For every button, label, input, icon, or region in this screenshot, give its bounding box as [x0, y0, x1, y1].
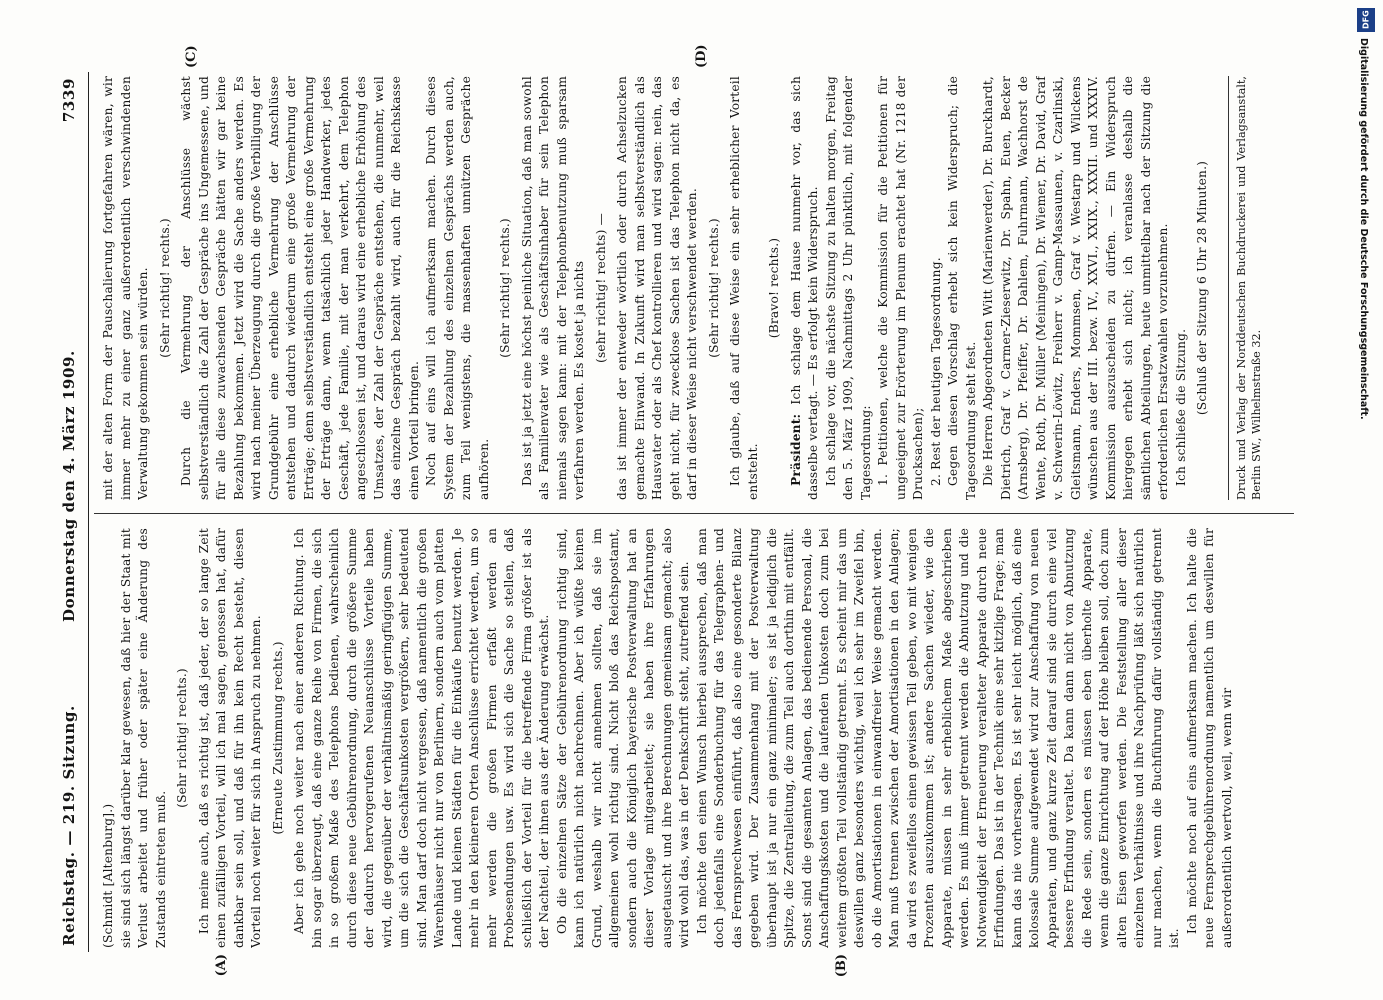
margin-mark-b: (B)	[834, 954, 849, 978]
paragraph: mit der alten Form der Pauschalierung fortgefahren wären, wir immer mehr zu einer ganz außerordentlich verschwindenden Verwaltung gekommen sein würden.	[101, 76, 150, 500]
dfg-logo: DFG	[1357, 8, 1375, 32]
paragraph: Ich schließe die Sitzung.	[1173, 328, 1188, 486]
margin-mark-c: (C)	[184, 45, 199, 68]
president-label: Präsident:	[788, 413, 803, 486]
paragraph: Ich schlage vor, die nächste Sitzung zu halten morgen, Freitag den 5. März 1909, Nachmittags 2 Uhr pünktlich, mit folgender Tagesordnung:	[823, 76, 873, 500]
digitization-stamp	[1356, 4, 1378, 994]
rotated-content	[54, 44, 1336, 978]
interjection: (Sehr richtig! rechts.)	[706, 218, 721, 358]
paragraph: Das ist ja jetzt eine höchst peinliche Situation, daß man sowohl als Familienvater wie als Geschäftsinhaber für sein Telephon niemals sagen kann: mit der Telephonbenutzung muß sparsam verfahren werden. Es kostet ja nichts	[519, 76, 586, 500]
page-header	[54, 72, 89, 952]
paragraph: Die Herren Abgeordneten Witt (Marienwerder), Dr. Burckhardt, Dietrich, Graf v. Carmer-Zieserwitz, Dr. Spahn, Euen, Becker (Arnsberg), Dr. Pfeiffer, Dr. Dahlem, Fuhrmann, Wachhorst de Wente, Roth, Dr. Müller (Meiningen), Dr. Wiemer, Dr. David, Graf v. Schwerin-Löwitz, Freiherr v. Gamp-Massaunen, v. Czarlinski, Gleitsmann, Enders, Mommsen, Graf v. Westarp und Wilckens wünschen aus der III. bezw. IV., XXVI., XXIX., XXXII. und XXXIV. Kommission auszuscheiden zu dürfen. — Ein Widerspruch hiergegen erhebt sich nicht; ich veranlasse deshalb die sämtlichen Abteilungen, heute unmittelbar nach der Sitzung die erforderlichen Ersatzwahlen vorzunehmen.	[981, 76, 1170, 500]
interjection: (Bravo! rechts.)	[767, 237, 781, 339]
interjection: (Sehr richtig! rechts.)	[157, 218, 172, 358]
interjection: (Sehr richtig! rechts.)	[498, 218, 512, 358]
page-number: 7339	[60, 78, 78, 123]
interjection: (sehr richtig! rechts) —	[593, 212, 608, 364]
paragraph: Noch auf eins will ich aufmerksam machen. Durch dieses System der Bezahlung des einzelnen Gesprächs werden auch, zum Teil wenigstens, die massenhaften unnützen Gespräche aufhören.	[424, 76, 491, 500]
paragraph: sie sind sich längst darüber klar gewesen, daß hier der Staat mit Verlust arbeitet und früher oder später eine Änderung des Zustands eintreten muß.	[118, 528, 168, 948]
agenda-item: 1. Petitionen, welche die Kommission für die Petitionen für ungeeignet zur Erörterung im Plenum erachtet hat (Nr. 1218 der Drucksachen);	[876, 76, 925, 500]
digitization-credit: Digitalisierung gefördert durch die Deutsche Forschungsgemeinschaft.	[1358, 38, 1369, 420]
end-note: (Schluß der Sitzung 6 Uhr 28 Minuten.)	[1195, 160, 1209, 416]
paragraph: Gegen diesen Vorschlag erhebt sich kein Widerspruch; die Tagesordnung steht fest.	[946, 76, 978, 500]
paragraph: Ich glaube, daß auf diese Weise ein sehr erheblicher Vorteil entsteht.	[728, 76, 760, 500]
paragraph: das ist immer der entweder wörtlich oder durch Achselzucken gemachte Einwand. In Zukunft wird man selbstverständlich als Hausvater oder als Chef kontrollieren und wird sagen: nein, das geht nicht, für zwecklose Sachen ist das Telephon nicht da, es darf in dieser Weise nicht verschwendet werden.	[615, 76, 699, 500]
column-right	[100, 76, 1290, 500]
speaker-tag: (Schmidt [Altenburg].)	[101, 803, 115, 948]
agenda-item: 2. Rest der heutigen Tagesordnung.	[928, 257, 943, 486]
president-text: Ich schlage dem Hause nunmehr vor, das sich dasselbe vertagt. — Es erfolgt kein Widerspruch.	[788, 76, 820, 500]
paragraph: Ich möchte noch auf eins aufmerksam machen. Ich halte die neue Fernsprechgebührenordnung namentlich um deswillen für außerordentlich wertvoll, weil, wenn wir	[1184, 528, 1234, 948]
paragraph: Durch die Vermehrung der Anschlüsse wächst selbstverständlich die Zahl der Gespräche ins Ungemessene, und für alle diese zuwachsenden Gespräche hätten wir gar keine Bezahlung bekommen. Jetzt wird die Sache anders werden. Es wird nach meiner Überzeugung durch die große Verbilligung der Grundgebühr eine erhebliche Vermehrung der Anschlüsse entstehen und dadurch wiederum eine große Vermehrung der Erträge; denn selbstverständlich entsteht eine große Vermehrung der Erträge dann, wenn tatsächlich jeder Handwerker, jedes Geschäft, jede Familie, mit der man verkehrt, dem Telephon angeschlossen ist, und daraus wird eine erhebliche Erhöhung des Umsatzes, der Zahl der Gespräche entstehen, die nunmehr, weil das einzelne Gespräch bezahlt wird, auch für die Reichskasse einen Vorteil bringen.	[179, 76, 421, 500]
paragraph: Ob die einzelnen Sätze der Gebührenordnung richtig sind, kann ich natürlich nicht nachrechnen. Aber ich wüßte keinen Grund, weshalb wir nicht annehmen sollten, daß sie im allgemeinen wohl richtig sind. Nicht bloß das Reichspostamt, sondern auch die Königlich bayerische Postverwaltung hat an dieser Vorlage mitgearbeitet; sie haben ihre Erfahrungen ausgetauscht und ihre Berechnungen gemeinsam gemacht; also wird wohl das, was in der Denkschrift steht, zutreffend sein.	[554, 528, 691, 948]
header-left: Reichstag. — 219. Sitzung.	[60, 705, 78, 946]
interjection: (Sehr richtig! rechts.)	[175, 668, 189, 808]
president-paragraph	[788, 76, 823, 500]
footer-rule	[1228, 76, 1229, 500]
column-divider	[94, 513, 1294, 514]
paragraph: Ich möchte den einen Wunsch hierbei aussprechen, daß man doch jedenfalls eine Sonderbuchung für das Telegraphen- und das Fernsprechwesen einführt, daß also eine gesonderte Bilanz gegeben wird. Der Zusammenhang mit der Postverwaltung überhaupt ist ja nur ein ganz minimaler; es ist ja lediglich die Spitze, die Zentralleitung, die zum Teil auch dorthin mit entfällt. Sonst sind die gesamten Anlagen, das bedienende Personal, die Anschaffungskosten und die laufenden Unkosten doch zum bei weitem größten Teil vollständig getrennt. Es scheint mir das um deswillen ganz besonders wichtig, weil ich sehr im Zweifel bin, ob die Amortisationen in einwandfreier Weise gemacht werden. Man muß trennen zwischen der Amortisationen in den Anlagen; da wird es zweifellos einen gewissen Teil geben, wo mit wenigen Prozenten auszukommen ist; andere Sachen wieder, wie die Apparate, müssen in sehr erheblichem Maße abgeschrieben werden. Es muß immer getrennt werden die Abnutzung und die Notwendigkeit der Erneuerung veralteter Apparate durch neue Erfindungen. Das ist in der Technik eine sehr kitzlige Frage; man kann das nie vorhersagen. Es ist sehr leicht möglich, daß eine kolossale Summe aufgewendet wird zur Anschaffung von neuen Apparaten, und ganz kurze Zeit darauf sind sie durch eine viel bessere Erfindung veraltet. Da kann dann nicht von Abnutzung die Rede sein, sondern es müssen eben überholte Apparate, wenn die ganze Einrichtung auf der Höhe bleiben soll, doch zum alten Eisen geworfen werden. Die Feststellung aller dieser einzelnen Verhältnisse und ihre Nachprüfung läßt sich natürlich nur machen, wenn die Buchführung dafür vollständig getrennt ist.	[694, 528, 1181, 948]
header-date: Donnerstag den 4. März 1909.	[60, 350, 78, 622]
column-left	[100, 528, 1290, 948]
margin-mark-a: (A)	[214, 954, 229, 977]
paragraph: Ich meine auch, daß es richtig ist, daß jeder, der so lange Zeit einen zufälligen Vorteil, will ich mal sagen, genossen hat, dafür dankbar sein soll, und daß für ihn kein Recht besteht, diesen Vorteil noch weiter für sich in Anspruch zu nehmen.	[196, 528, 263, 948]
margin-mark-d: (D)	[694, 44, 709, 68]
interjection: (Erneute Zustimmung rechts.)	[270, 641, 285, 835]
paragraph: Aber ich gehe noch weiter nach einer anderen Richtung. Ich bin sogar überzeugt, daß eine ganze Reihe von Firmen, die sich in so großem Maße des Telephons bedienen, wahrscheinlich durch diese neue Gebührenordnung, durch die größere Summe der dadurch hervorgerufenen Neuanschlüsse Vorteile haben wird, die gegenüber der verhältnismäßig geringfügigen Summe, um die sich die Geschäftsunkosten vergrößern, sehr bedeutend sind. Man darf doch nicht vergessen, daß namentlich die großen Warenhäuser nicht nur von Berlinern, sondern auch vom platten Lande und kleinen Städten für die Einkäufe benutzt werden. Je mehr in den kleineren Orten Anschlüsse errichtet werden, um so mehr werden die großen Firmen erfaßt werden an Probesendungen usw. Es wird sich die Sache so stellen, daß schließlich der Vorteil für die betreffende Firma größer ist als der Nachteil, der ihnen aus der Änderung erwächst.	[292, 528, 551, 948]
imprint: Druck und Verlag der Norddeutschen Buchdruckerei und Verlagsanstalt, Berlin SW., Wilhelmstraße 32.	[1235, 76, 1263, 500]
